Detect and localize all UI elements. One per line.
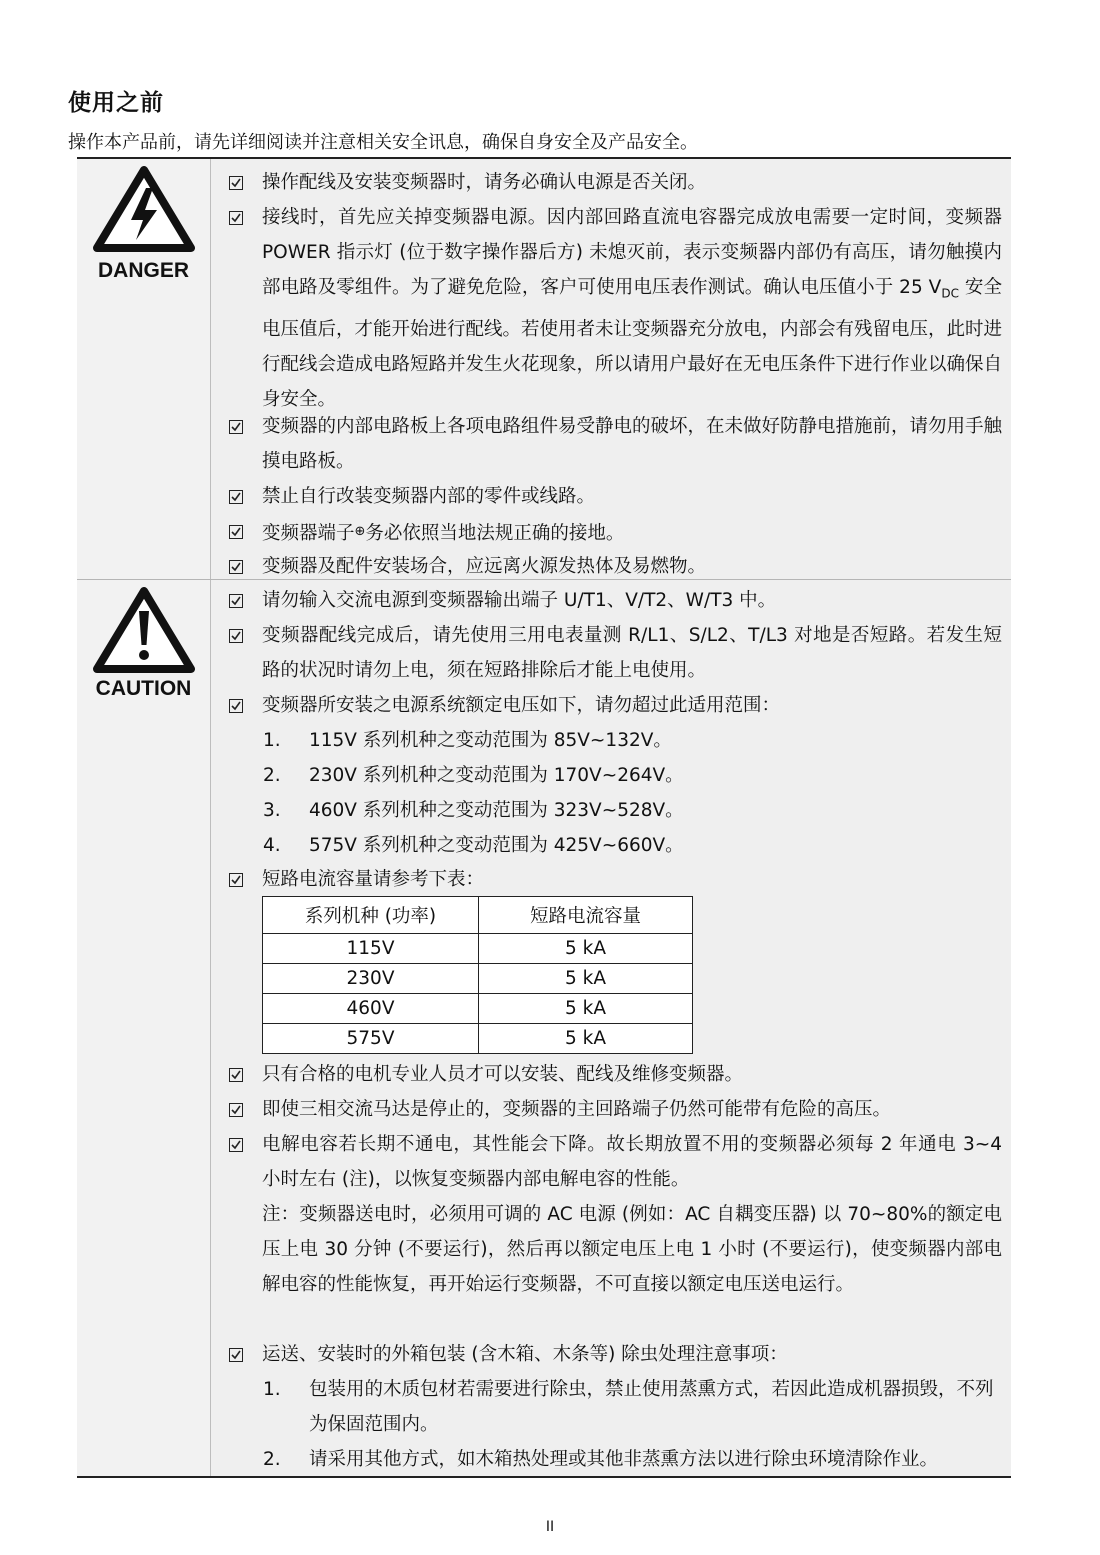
exclamation-warning-icon <box>91 585 197 675</box>
table-header: 系列机种 (功率) <box>263 897 479 934</box>
checkbox-icon <box>229 1348 243 1362</box>
caution-item-2: 变频器配线完成后，请先使用三用电表量测 R/L1、S/L2、T/L3 对地是否短路。若发生短路的状况时请勿上电，须在短路排除后才能上电使用。 <box>229 618 1009 688</box>
table-row: 230V 5 kA <box>263 964 693 994</box>
table-header-row <box>263 897 693 934</box>
caution-section: CAUTION 请勿输入交流电源到变频器输出端子 U/T1、V/T2、W/T3 中。 变频器配线完成后，请先使用三用电表量测 R/L1、S/L2、T/L3 对地是否短路。若发生短路的状况时请勿上电，须在短路排除后才能上电使用。 变频器所安装之电源系统额定电压如下，请勿超过此适用范围： 1. 115V 系列机种之变动范围为 85V~132V。 2. 230V 系列机种之变动范围为 170V~264V。 3. 460V 系列机种之变动范围为 323V~528V。 4. 575V 系列机种之变动范围为 425V~660V。 短路电流容量请参考下表： 系列机种 (功率) 短路电流容量 115V 5 kA 230V 5 kA 460V 5 kA 575V 5 kA 只有合格的电机专业人员才可以安装、配线及维修变频器。 即使三相交流马达是停止的，变频器的主回路端子仍然可能带有危险的高压。 电解电容若长期不通电，其性能会下降。故长期放置不用的变频器必须每 2 年通电 3~4 小时左右 (注)，以恢复变频器内部电解电容的性能。 注：变频器送电时，必须用可调的 AC 电源 (例如：AC 自耦变压器) 以 70~80%的额定电压上电 30 分钟 (不要运行)，然后再以额定电压上电 1 小时 (不要运行)，使变频器内部电解电容的性能恢复，再开始运行变频器，不可直接以额定电压送电运行。 运送、安装时的外箱包装 (含木箱、木条等) 除虫处理注意事项： 1. 包装用的木质包材若需要进行除虫，禁止使用蒸熏方式，若因此造成机器损毁，不列为保固范围内。 2. 请采用其他方式，如木箱热处理或其他非蒸熏方法以进行除虫环境清除作业。 <box>77 579 1011 1476</box>
checkbox-icon <box>229 525 243 539</box>
danger-label: DANGER <box>97 259 189 282</box>
page-title: 使用之前 <box>68 90 164 116</box>
danger-icon-column <box>77 159 211 579</box>
caution-item-1: 请勿输入交流电源到变频器输出端子 U/T1、V/T2、W/T3 中。 <box>229 583 1009 618</box>
table-row: 460V 5 kA <box>263 994 693 1024</box>
danger-item-3: 变频器的内部电路板上各项电路组件易受静电的破坏，在未做好防静电措施前，请勿用手触摸电路板。 <box>229 409 1009 479</box>
safety-frame <box>77 157 1011 1478</box>
danger-section <box>77 159 1011 579</box>
danger-item-5: 变频器端子⊕务必依照当地法规正确的接地。 <box>229 514 1009 551</box>
table-header: 短路电流容量 <box>479 897 693 934</box>
table-row: 115V 5 kA <box>263 934 693 964</box>
checkbox-icon <box>229 1138 243 1152</box>
dc-subscript: DC <box>941 286 959 301</box>
caution-item-8: 运送、安装时的外箱包装 (含木箱、木条等) 除虫处理注意事项： <box>229 1337 1009 1372</box>
checkbox-icon <box>229 420 243 434</box>
caution-item-4: 短路电流容量请参考下表： <box>229 862 1009 897</box>
caution-item-6: 即使三相交流马达是停止的，变频器的主回路端子仍然可能带有危险的高压。 <box>229 1092 1009 1127</box>
capacitor-note: 注：变频器送电时，必须用可调的 AC 电源 (例如：AC 自耦变压器) 以 70~80%的额定电压上电 30 分钟 (不要运行)，然后再以额定电压上电 1 小时 (不要运行)，使变频器内部电解电容的性能恢复，再开始运行变频器，不可直接以额定电压送电运行。 <box>262 1204 1002 1295</box>
checkbox-icon <box>229 629 243 643</box>
caution-item-3: 变频器所安装之电源系统额定电压如下，请勿超过此适用范围： <box>229 688 1009 723</box>
checkbox-icon <box>229 1068 243 1082</box>
checkbox-icon <box>229 594 243 608</box>
checkbox-icon <box>229 560 243 574</box>
caution-item-7: 电解电容若长期不通电，其性能会下降。故长期放置不用的变频器必须每 2 年通电 3~4 小时左右 (注)，以恢复变频器内部电解电容的性能。 注：变频器送电时，必须用可调的 AC 电源 (例如：AC 自耦变压器) 以 70~80%的额定电压上电 30 分钟 (不要运行)，然后再以额定电压上电 1 小时 (不要运行)，使变频器内部电解电容的性能恢复，再开始运行变频器，不可直接以额定电压送电运行。 <box>229 1127 1009 1302</box>
checkbox-icon <box>229 1103 243 1117</box>
danger-item-4: 禁止自行改装变频器内部的零件或线路。 <box>229 479 1009 514</box>
danger-item-6: 变频器及配件安装场合，应远离火源发热体及易燃物。 <box>229 549 1009 584</box>
checkbox-icon <box>229 699 243 713</box>
page-subtitle: 操作本产品前，请先详细阅读并注意相关安全讯息，确保自身安全及产品安全。 <box>68 132 698 153</box>
checkbox-icon <box>229 490 243 504</box>
checkbox-icon <box>229 873 243 887</box>
short-circuit-table <box>262 896 693 1054</box>
table-row: 575V 5 kA <box>263 1024 693 1054</box>
checkbox-icon <box>229 211 243 225</box>
danger-item-2: 接线时，首先应关掉变频器电源。因内部回路直流电容器完成放电需要一定时间，变频器 POWER 指示灯 (位于数字操作器后方) 未熄灭前，表示变频器内部仍有高压，请勿触摸内部电路及零组件。为了避免危险，客户可使用电压表作测试。确认电压值小于 25 $V_{DC}$ 安全电压值后，才能开始进行配线。若使用者未让变频器充分放电，内部会有残留电压，此时进行配线会造成电路短路并发生火花现象，所以请用户最好在无电压条件下进行作业以确保自身安全。 <box>229 200 1009 417</box>
caution-icon-column <box>77 580 211 1476</box>
caution-label: CAUTION <box>95 677 192 700</box>
high-voltage-warning-icon <box>91 164 197 254</box>
ground-icon: ⊕ <box>354 524 366 539</box>
checkbox-icon <box>229 176 243 190</box>
page-number: II <box>545 1519 555 1535</box>
caution-item-5: 只有合格的电机专业人员才可以安装、配线及维修变频器。 <box>229 1057 1009 1092</box>
danger-item-1: 操作配线及安装变频器时，请务必确认电源是否关闭。 <box>229 165 1009 200</box>
